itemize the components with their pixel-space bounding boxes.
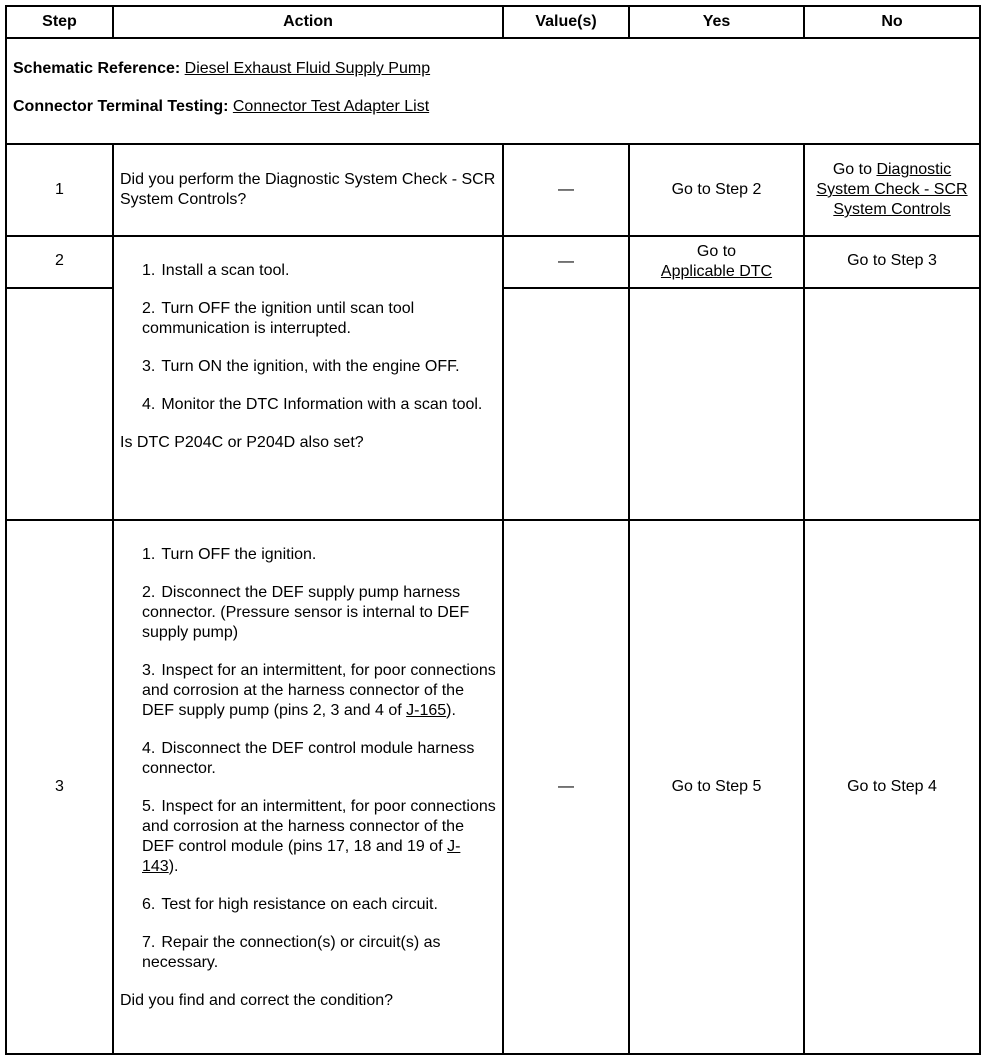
yes-cell: Go to Step 5 [629, 520, 804, 1054]
list-item: 3. Inspect for an intermittent, for poor connections and corrosion at the harness connector of the DEF supply pump (pins 2, 3 and 4 of J-165). [142, 662, 496, 719]
list-item: 1. Install a scan tool. [142, 262, 290, 279]
no-cell: Go to Step 3 [804, 236, 980, 288]
no-prefix: Go to [832, 161, 872, 178]
list-item: 7. Repair the connection(s) or circuit(s) as necessary. [142, 934, 441, 971]
connector-testing-link[interactable]: Connector Test Adapter List [232, 98, 430, 115]
no-cell [804, 144, 980, 236]
action-cell [113, 236, 503, 520]
table-row [6, 520, 980, 1054]
header-no: No [804, 6, 980, 38]
header-values: Value(s) [503, 6, 629, 38]
action-question: Is DTC P204C or P204D also set? [120, 434, 364, 451]
reference-row [6, 38, 980, 144]
schematic-reference [13, 59, 973, 79]
diagnostic-system-check-link[interactable]: Diagnostic System Check - SCR System Controls [816, 161, 968, 218]
j-143-link[interactable]: J-143 [142, 838, 461, 875]
step-number: 3 [6, 520, 113, 1054]
list-item: 2. Turn OFF the ignition until scan tool communication is interrupted. [142, 300, 415, 337]
header-action: Action [113, 6, 503, 38]
action-list [120, 261, 496, 415]
list-item: 2. Disconnect the DEF supply pump harness connector. (Pressure sensor is internal to DEF supply pump) [142, 584, 470, 641]
table-row [6, 144, 980, 236]
reference-cell [6, 38, 980, 144]
j-165-link[interactable]: J-165 [406, 702, 447, 719]
yes-cell [629, 236, 804, 288]
list-item: 1. Turn OFF the ignition. [142, 546, 317, 563]
header-step: Step [6, 6, 113, 38]
action-list [120, 545, 496, 973]
yes-cell: Go to Step 2 [629, 144, 804, 236]
action-question: Did you find and correct the condition? [120, 992, 394, 1009]
list-item: 3. Turn ON the ignition, with the engine OFF. [142, 358, 460, 375]
action-cell: Did you perform the Diagnostic System Check - SCR System Controls? [113, 144, 503, 236]
value-cell: — [503, 144, 629, 236]
connector-testing-label: Connector Terminal Testing: [13, 98, 229, 115]
empty-cell [503, 288, 629, 520]
empty-cell [6, 288, 113, 520]
schematic-reference-label: Schematic Reference: [13, 60, 181, 77]
value-cell: — [503, 520, 629, 1054]
list-item: 4. Disconnect the DEF control module harness connector. [142, 740, 475, 777]
action-cell [113, 520, 503, 1054]
empty-cell [804, 288, 980, 520]
applicable-dtc-link[interactable]: Applicable DTC [660, 263, 773, 280]
list-item: 5. Inspect for an intermittent, for poor connections and corrosion at the harness connector of the DEF control module (pins 17, 18 and 19 of J-143). [142, 798, 496, 875]
header-row [6, 6, 980, 38]
list-item: 4. Monitor the DTC Information with a scan tool. [142, 396, 483, 413]
list-item: 6. Test for high resistance on each circuit. [142, 896, 438, 913]
empty-cell [629, 288, 804, 520]
schematic-reference-link[interactable]: Diesel Exhaust Fluid Supply Pump [184, 60, 431, 77]
step-number: 1 [6, 144, 113, 236]
yes-prefix: Go to [696, 243, 737, 260]
no-cell: Go to Step 4 [804, 520, 980, 1054]
value-cell: — [503, 236, 629, 288]
diagnostic-table [5, 5, 981, 1055]
connector-testing [13, 97, 973, 117]
diagnostic-table-wrapper [5, 5, 981, 1055]
header-yes: Yes [629, 6, 804, 38]
table-row [6, 236, 980, 288]
step-number: 2 [6, 236, 113, 288]
